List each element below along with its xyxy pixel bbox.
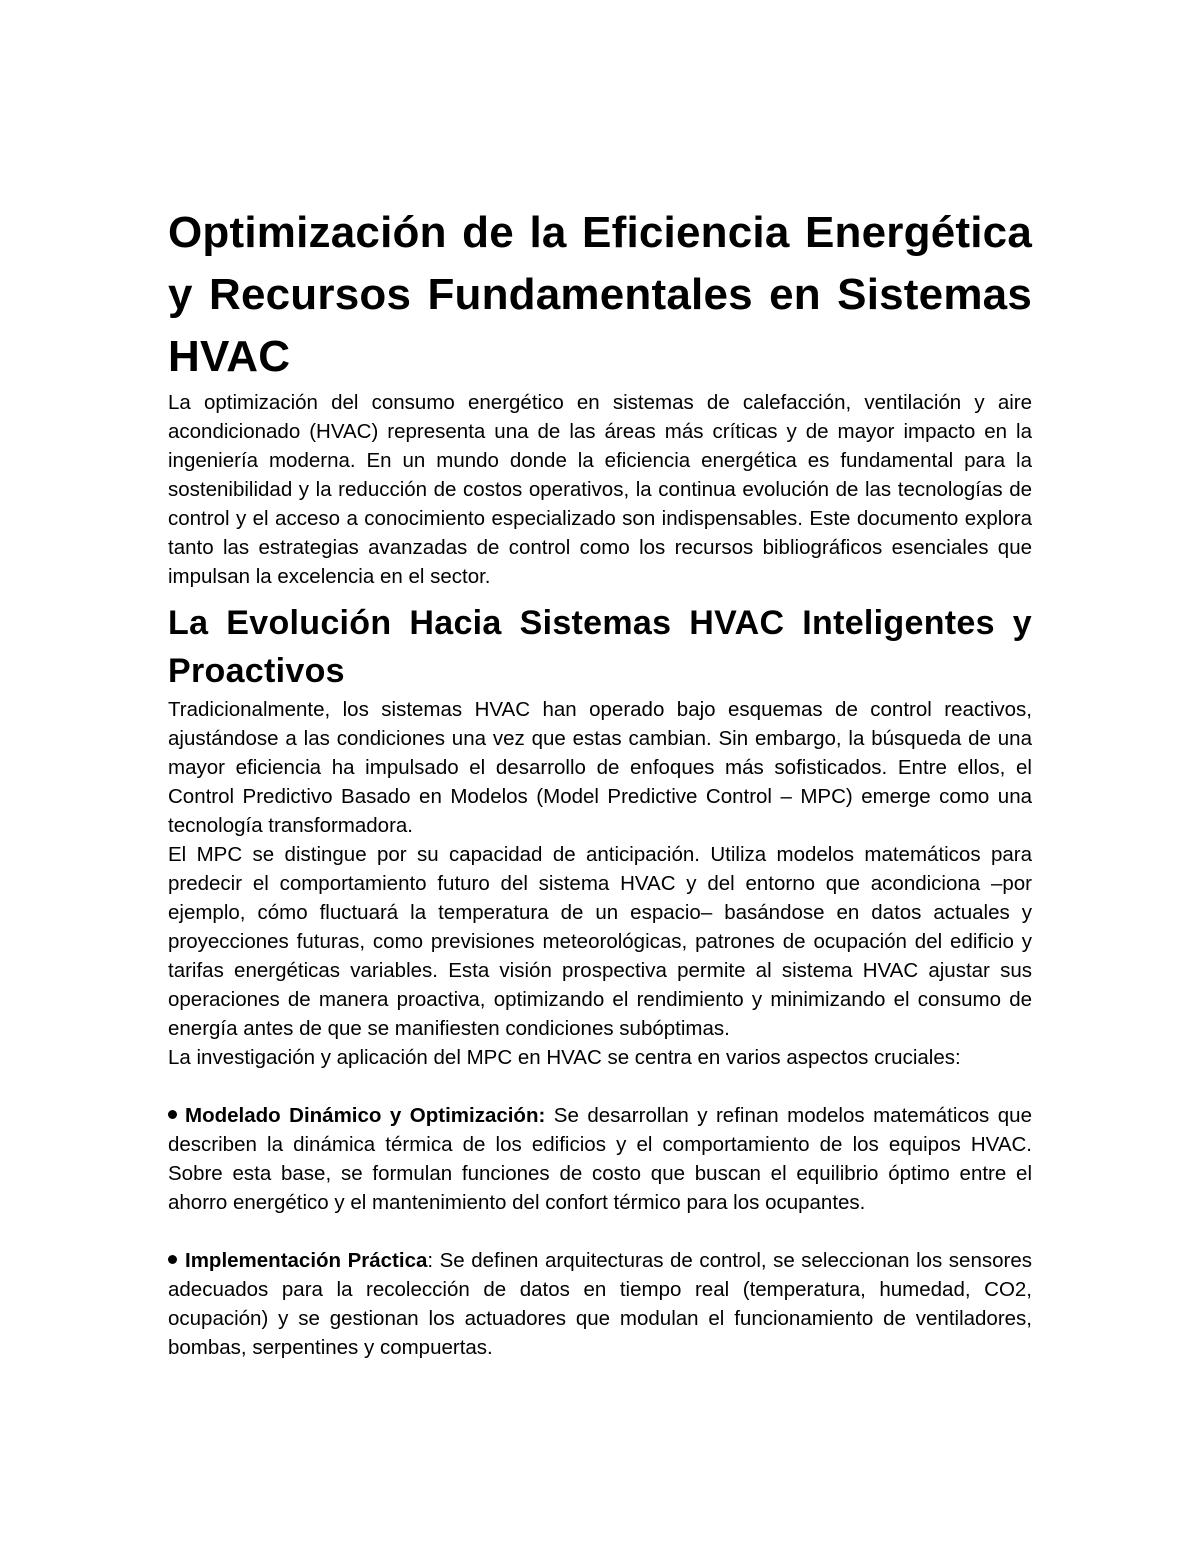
- bullet-icon: [168, 1255, 177, 1264]
- paragraph-mpc-anticipation: El MPC se distingue por su capacidad de anticipación. Utiliza modelos matemáticos para predecir el comportamiento futuro del sistema HVAC y del entorno que acondiciona –por ejemplo, cómo fluctuará la temperatura de un espacio– basándose en datos actuales y proyecciones futuras, como previsiones meteorológicas, patrones de ocupación del edificio y tarifas energéticas variables. Esta visión prospectiva permite al sistema HVAC ajustar sus operaciones de manera proactiva, optimizando el rendimiento y minimizando el consumo de energía antes de que se manifiesten condiciones subóptimas.: [168, 843, 1032, 1040]
- bullet-text: : Se definen arquitecturas de control, se seleccionan los sensores adecuados para la recolección de datos en tiempo real (temperatura, humedad, CO2, ocupación) y se gestionan los actuadores que modulan el funcionamiento de ventiladores, bombas, serpentines y compuertas.: [168, 1249, 1032, 1359]
- list-item: [168, 1246, 1032, 1362]
- paragraph-mpc-aspects: La investigación y aplicación del MPC en HVAC se centra en varios aspectos cruciales:: [168, 1046, 961, 1069]
- bullet-label: Implementación Práctica: [185, 1249, 428, 1272]
- section-heading: La Evolución Hacia Sistemas HVAC Inteligentes y Proactivos: [168, 604, 1032, 690]
- intro-paragraph: La optimización del consumo energético en sistemas de calefacción, ventilación y aire acondicionado (HVAC) representa una de las áreas más críticas y de mayor impacto en la ingeniería moderna. En un mundo donde la eficiencia energética es fundamental para la sostenibilidad y la reducción de costos operativos, la continua evolución de las tecnologías de control y el acceso a conocimiento especializado son indispensables. Este documento explora tanto las estrategias avanzadas de control como los recursos bibliográficos esenciales que impulsan la excelencia en el sector.: [168, 391, 1032, 588]
- bullet-label: Modelado Dinámico y Optimización:: [185, 1104, 546, 1127]
- bullet-text: Se desarrollan y refinan modelos matemáticos que describen la dinámica térmica de los edificios y el comportamiento de los equipos HVAC. Sobre esta base, se formulan funciones de costo que buscan el equilibrio óptimo entre el ahorro energético y el mantenimiento del confort térmico para los ocupantes.: [168, 1104, 1032, 1214]
- bullet-icon: [168, 1110, 177, 1119]
- document-page: [168, 202, 1032, 1362]
- document-title: Optimización de la Eficiencia Energética y Recursos Fundamentales en Sistemas HVAC: [168, 208, 1032, 381]
- paragraph-reactive-control: Tradicionalmente, los sistemas HVAC han operado bajo esquemas de control reactivos, ajustándose a las condiciones una vez que estas cambian. Sin embargo, la búsqueda de una mayor eficiencia ha impulsado el desarrollo de enfoques más sofisticados. Entre ellos, el Control Predictivo Basado en Modelos (Model Predictive Control – MPC) emerge como una tecnología transformadora.: [168, 698, 1032, 837]
- list-item: [168, 1101, 1032, 1217]
